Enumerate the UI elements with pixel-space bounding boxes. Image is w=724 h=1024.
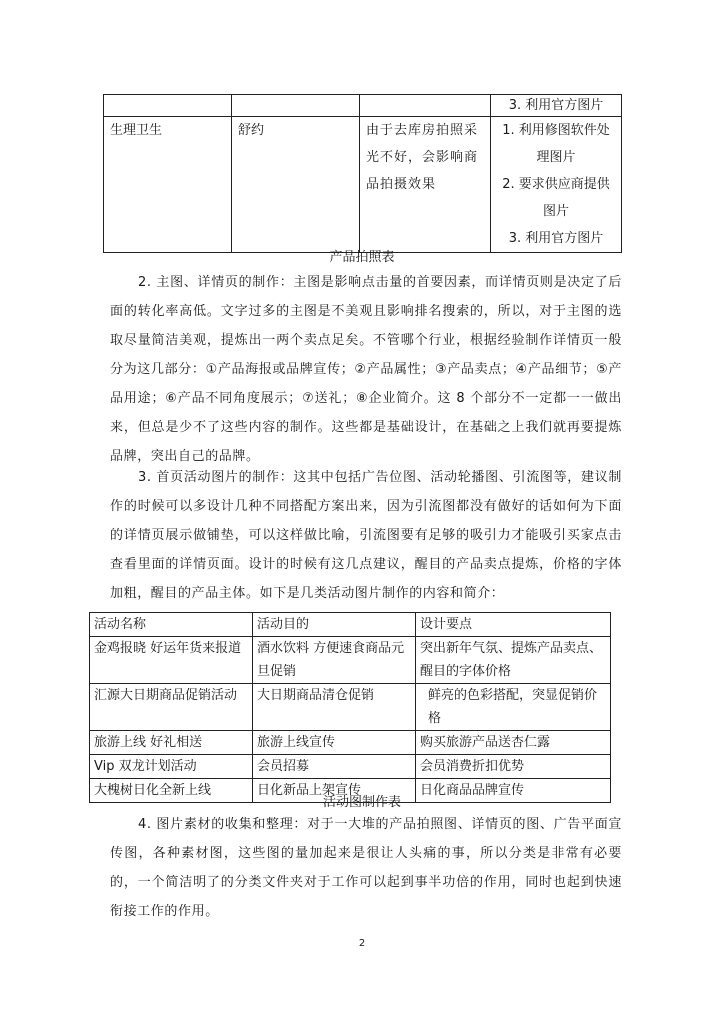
list-item: 3. 利用官方图片 <box>508 231 604 246</box>
activity-image-table <box>89 612 611 803</box>
photo-table-caption: 产品拍照表 <box>329 250 395 265</box>
table-cell: 会员招募 <box>253 755 416 779</box>
list-item: 2. 要求供应商提供图片 <box>502 177 610 219</box>
table-cell: 鲜亮的色彩搭配，突显促销价格 <box>416 684 611 731</box>
table-cell: 日化新品上架宣传 <box>253 779 416 803</box>
table-row <box>90 731 611 755</box>
table-row <box>104 95 622 117</box>
table-row <box>90 755 611 779</box>
table-cell: 购买旅游产品送杏仁露 <box>416 731 611 755</box>
table-cell: 舒约 <box>232 117 360 253</box>
list-item: 1. 利用修图软件处理图片 <box>502 123 610 165</box>
table-header-row <box>90 613 611 637</box>
activity-table-caption: 活动图制作表 <box>322 795 401 810</box>
table-cell: 大槐树日化全新上线 <box>90 779 253 803</box>
table-cell: 大日期商品清仓促销 <box>253 684 416 731</box>
table-cell: 突出新年气氛、提炼产品卖点、醒目的字体价格 <box>416 637 611 684</box>
table-header-cell: 活动名称 <box>90 613 253 637</box>
table-cell: 3. 利用官方图片 <box>491 95 622 117</box>
table-header-cell: 设计要点 <box>416 613 611 637</box>
table-cell <box>360 95 491 117</box>
table-header-cell: 活动目的 <box>253 613 416 637</box>
table-row <box>90 684 611 731</box>
table-cell: 酒水饮料 方便速食商品元旦促销 <box>253 637 416 684</box>
table-cell: 生理卫生 <box>104 117 232 253</box>
table-cell: 金鸡报晓 好运年货来报道 <box>90 637 253 684</box>
paragraph-asset-management: 4. 图片素材的收集和整理：对于一大堆的产品拍照图、详情页的图、广告平面宣传图，各种素材图，这些图的量加起来是很让人头痛的事，所以分类是非常有必要的，一个简洁明了的分类文件夹对于工作可以起到事半功倍的作用，同时也起到快速衔接工作的作用。 <box>110 817 622 919</box>
table-cell: 旅游上线宣传 <box>253 731 416 755</box>
table-row <box>90 637 611 684</box>
table-cell: 汇源大日期商品促销活动 <box>90 684 253 731</box>
table-cell: Vip 双龙计划活动 <box>90 755 253 779</box>
page-number: 2 <box>358 938 366 949</box>
paragraph-main-image: 2. 主图、详情页的制作：主图是影响点击量的首要因素，而详情页则是决定了后面的转化率高低。文字过多的主图是不美观且影响排名搜索的，所以，对于主图的选取尽量简洁美观，提炼出一两个卖点足矣。不管哪个行业，根据经验制作详情页一般分为这几部分：①产品海报或品牌宣传；②产品属性；③产品卖点；④产品细节；⑤产品用途；⑥产品不同角度展示；⑦送礼；⑧企业简介。这 8 个部分不一定都一一做出来，但总是少不了这些内容的制作。这些都是基础设计，在基础之上我们就再要提炼品牌，突出自己的品牌。 <box>110 275 622 464</box>
paragraph-activity-images: 3. 首页活动图片的制作：这其中包括广告位图、活动轮播图、引流图等，建议制作的时候可以多设计几种不同搭配方案出来，因为引流图都没有做好的话如何为下面的详情页展示做铺垫，可以这样做比喻，引流图要有足够的吸引力才能吸引买家点击查看里面的详情页面。设计的时候有这几点建议，醒目的产品卖点提炼，价格的字体加粗，醒目的产品主体。如下是几类活动图片制作的内容和简介： <box>110 470 622 601</box>
table-cell: 旅游上线 好礼相送 <box>90 731 253 755</box>
table-cell <box>232 95 360 117</box>
table-cell <box>104 95 232 117</box>
product-photo-table <box>103 94 622 253</box>
table-cell <box>491 117 622 253</box>
table-cell: 会员消费折扣优势 <box>416 755 611 779</box>
table-row <box>104 117 622 253</box>
table-cell: 由于去库房拍照采光不好，会影响商品拍摄效果 <box>360 117 491 253</box>
table-cell: 日化商品品牌宣传 <box>416 779 611 803</box>
